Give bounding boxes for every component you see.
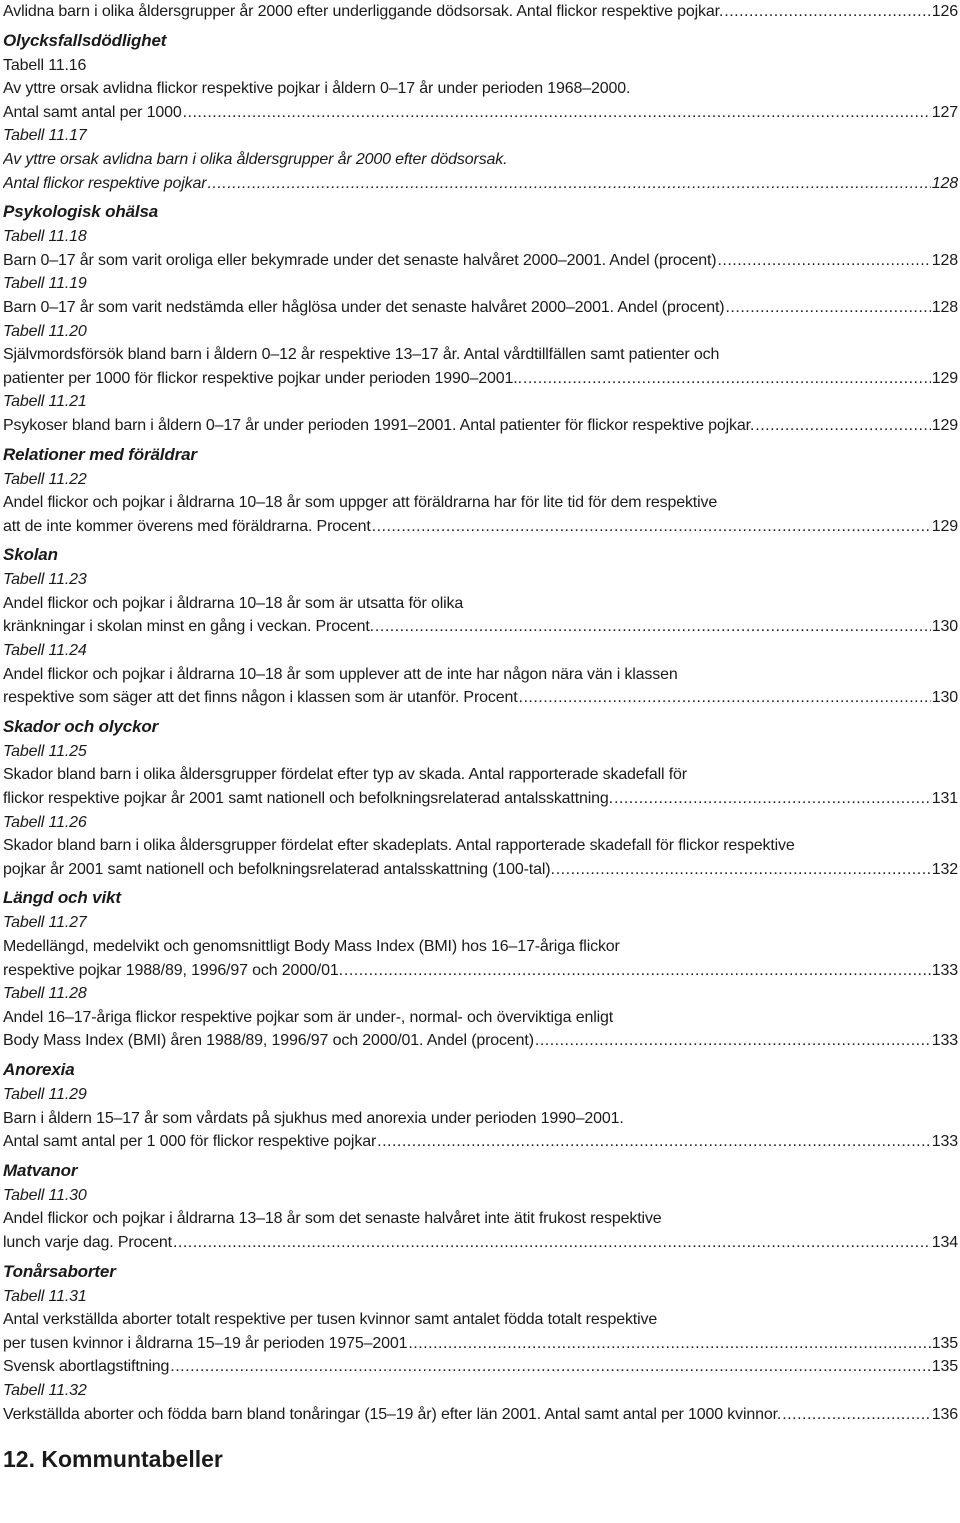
table-description: Av yttre orsak avlidna flickor respektive pojkar i åldern 0–17 år under perioden 1968–2000. [3,80,631,98]
section-heading: Relationer med föräldrar [3,444,197,464]
toc-entry-text: patienter per 1000 för flickor respektive pojkar under perioden 1990–2001.. [3,369,522,387]
page-number: 129 [931,369,958,387]
dot-leader [377,1130,931,1154]
toc-entry-text: Verkställda aborter och födda barn bland tonåringar (15–19 år) efter län 2001. Antal samt antal per 1000 kvinnor. [3,1405,782,1423]
toc-entry[interactable] [3,1130,960,1154]
table-label: Tabell 11.27 [3,914,87,932]
toc-entry[interactable] [3,101,960,125]
toc-entry[interactable] [3,367,960,391]
table-label: Tabell 11.17 [3,127,87,145]
toc-entry[interactable] [3,0,960,24]
table-label: Tabell 11.29 [3,1085,87,1103]
dot-leader [375,615,931,639]
toc-entry-text: lunch varje dag. Procent [3,1233,172,1251]
page-number: 135 [931,1334,958,1352]
dot-leader [725,296,930,320]
toc-entry-text: Barn 0–17 år som varit oroliga eller bekymrade under det senaste halvåret 2000–2001. Andel (procent) [3,251,717,269]
page-number: 129 [931,416,958,434]
toc-entry-text: per tusen kvinnor i åldrarna 15–19 år perioden 1975–2001 [3,1334,408,1352]
dot-leader [717,249,930,273]
page-number: 132 [931,860,958,878]
section-heading: Psykologisk ohälsa [3,202,159,222]
table-description: Andel flickor och pojkar i åldrarna 10–18 år som är utsatta för olika [3,594,464,612]
table-label: Tabell 11.23 [3,571,87,589]
dot-leader [782,1403,931,1427]
dot-leader [170,1355,930,1379]
toc-entry[interactable] [3,1403,960,1427]
table-label: Tabell 11.32 [3,1381,87,1399]
toc-entry-text: Body Mass Index (BMI) åren 1988/89, 1996/97 och 2000/01. Andel (procent) [3,1032,534,1050]
page-number: 133 [931,961,958,979]
toc-entry-text: Antal samt antal per 1000 [3,103,182,121]
section-heading: Skador och olyckor [3,716,159,736]
table-label: Tabell 11.22 [3,470,87,488]
dot-leader [408,1332,930,1356]
table-label: Tabell 11.19 [3,275,87,293]
toc-entry[interactable] [3,515,960,539]
table-label: Tabell 11.18 [3,228,87,246]
toc-entry[interactable] [3,615,960,639]
dot-leader [183,101,931,125]
table-label: Tabell 11.20 [3,322,87,340]
table-description: Andel flickor och pojkar i åldrarna 13–18 år som det senaste halvåret inte ätit frukost respektive [3,1210,662,1228]
dot-leader [344,959,931,983]
table-description: Tabell 11.16 [3,56,87,74]
toc-entry-text: Antal flickor respektive pojkar [3,174,207,192]
page-number: 128 [931,251,958,269]
table-description: Andel flickor och pojkar i åldrarna 10–18 år som upplever att de inte har någon nära vän i klassen [3,665,678,683]
toc-entry-text: Avlidna barn i olika åldersgrupper år 2000 efter underliggande dödsorsak. Antal flickor respektive pojkar. [3,3,724,20]
page-number: 128 [931,298,958,316]
toc-entry[interactable] [3,686,960,710]
table-description: Andel flickor och pojkar i åldrarna 10–18 år som uppger att föräldrarna har för lite tid för dem respektive [3,494,718,512]
dot-leader [519,686,931,710]
dot-leader [755,414,931,438]
page-number: 130 [931,689,958,707]
section-heading: Anorexia [3,1059,75,1079]
table-description: Barn i åldern 15–17 år som vårdats på sjukhus med anorexia under perioden 1990–2001. [3,1109,624,1127]
dot-leader [556,858,931,882]
toc-entry-text: respektive pojkar 1988/89, 1996/97 och 2000/01. [3,961,343,979]
dot-leader [372,515,931,539]
section-heading: Tonårsaborter [3,1261,116,1281]
page-number: 127 [931,103,958,121]
toc-entry-text: Psykoser bland barn i åldern 0–17 år under perioden 1991–2001. Antal patienter för flickor respektive pojkar. [3,416,755,434]
dot-leader [614,787,931,811]
page-number: 129 [931,517,958,535]
toc-entry-text: kränkningar i skolan minst en gång i veckan. Procent. [3,618,374,636]
page-number: 133 [931,1032,958,1050]
dot-leader [523,367,931,391]
toc-entry-text: Barn 0–17 år som varit nedstämda eller håglösa under det senaste halvåret 2000–2001. Andel (procent) [3,298,725,316]
table-description: Antal verkställda aborter totalt respektive per tusen kvinnor samt antalet födda totalt respektive [3,1311,658,1329]
table-description: Skador bland barn i olika åldersgrupper fördelat efter typ av skada. Antal rapporterade skadefall för [3,766,687,784]
dot-leader [535,1029,931,1053]
toc-entry[interactable] [3,1029,960,1053]
table-label: Tabell 11.30 [3,1186,87,1204]
page-number: 134 [931,1233,958,1251]
dot-leader [207,172,930,196]
toc-entry[interactable] [3,1355,960,1379]
table-description: Självmordsförsök bland barn i åldern 0–12 år respektive 13–17 år. Antal vårdtillfällen samt patienter och [3,346,720,364]
toc-entry-text: att de inte kommer överens med föräldrarna. Procent [3,517,371,535]
toc-entry[interactable] [3,1231,960,1255]
page-number: 136 [931,1405,958,1423]
table-description: Medellängd, medelvikt och genomsnittligt Body Mass Index (BMI) hos 16–17-åriga flickor [3,938,620,955]
table-description: Av yttre orsak avlidna barn i olika åldersgrupper år 2000 efter dödsorsak. [3,150,508,168]
dot-leader [173,1231,931,1255]
table-label: Tabell 11.25 [3,742,87,760]
toc-entry[interactable] [3,414,960,438]
dot-leader [724,0,931,24]
section-heading: Längd och vikt [3,888,121,908]
toc-entry[interactable] [3,959,960,983]
table-description: Skador bland barn i olika åldersgrupper fördelat efter skadeplats. Antal rapporterade skadefall för flickor respektive [3,837,795,855]
table-label: Tabell 11.21 [3,393,87,411]
table-label: Tabell 11.26 [3,813,87,831]
section-heading: Skolan [3,545,58,565]
toc-entry-text: pojkar år 2001 samt nationell och befolkningsrelaterad antalsskattning (100-tal). [3,860,555,878]
page-number: 130 [931,618,958,636]
page-number: 128 [931,174,958,192]
toc-entry[interactable] [3,1332,960,1356]
toc-entry[interactable] [3,296,960,320]
toc-entry[interactable] [3,172,960,196]
page-number: 126 [931,3,958,20]
page-number: 133 [931,1133,958,1151]
table-label: Tabell 11.28 [3,985,87,1003]
page-number: 135 [931,1358,958,1376]
toc-entry[interactable] [3,858,960,882]
toc-entry-text: Antal samt antal per 1 000 för flickor respektive pojkar [3,1133,377,1151]
toc-entry-text: Svensk abortlagstiftning [3,1358,170,1376]
section-heading: Olycksfallsdödlighet [3,30,167,50]
toc-entry[interactable] [3,787,960,811]
page-number: 131 [931,790,958,808]
toc-entry-text: respektive som säger att det finns någon i klassen som är utanför. Procent [3,689,518,707]
table-label: Tabell 11.31 [3,1287,87,1305]
toc-entry[interactable] [3,249,960,273]
toc-entry-text: flickor respektive pojkar år 2001 samt nationell och befolkningsrelaterad antalsskattning. [3,790,613,808]
chapter-heading: 12. Kommuntabeller [3,1446,223,1473]
section-heading: Matvanor [3,1160,78,1180]
table-label: Tabell 11.24 [3,642,87,660]
table-description: Andel 16–17-åriga flickor respektive pojkar som är under-, normal- och överviktiga enligt [3,1008,614,1026]
